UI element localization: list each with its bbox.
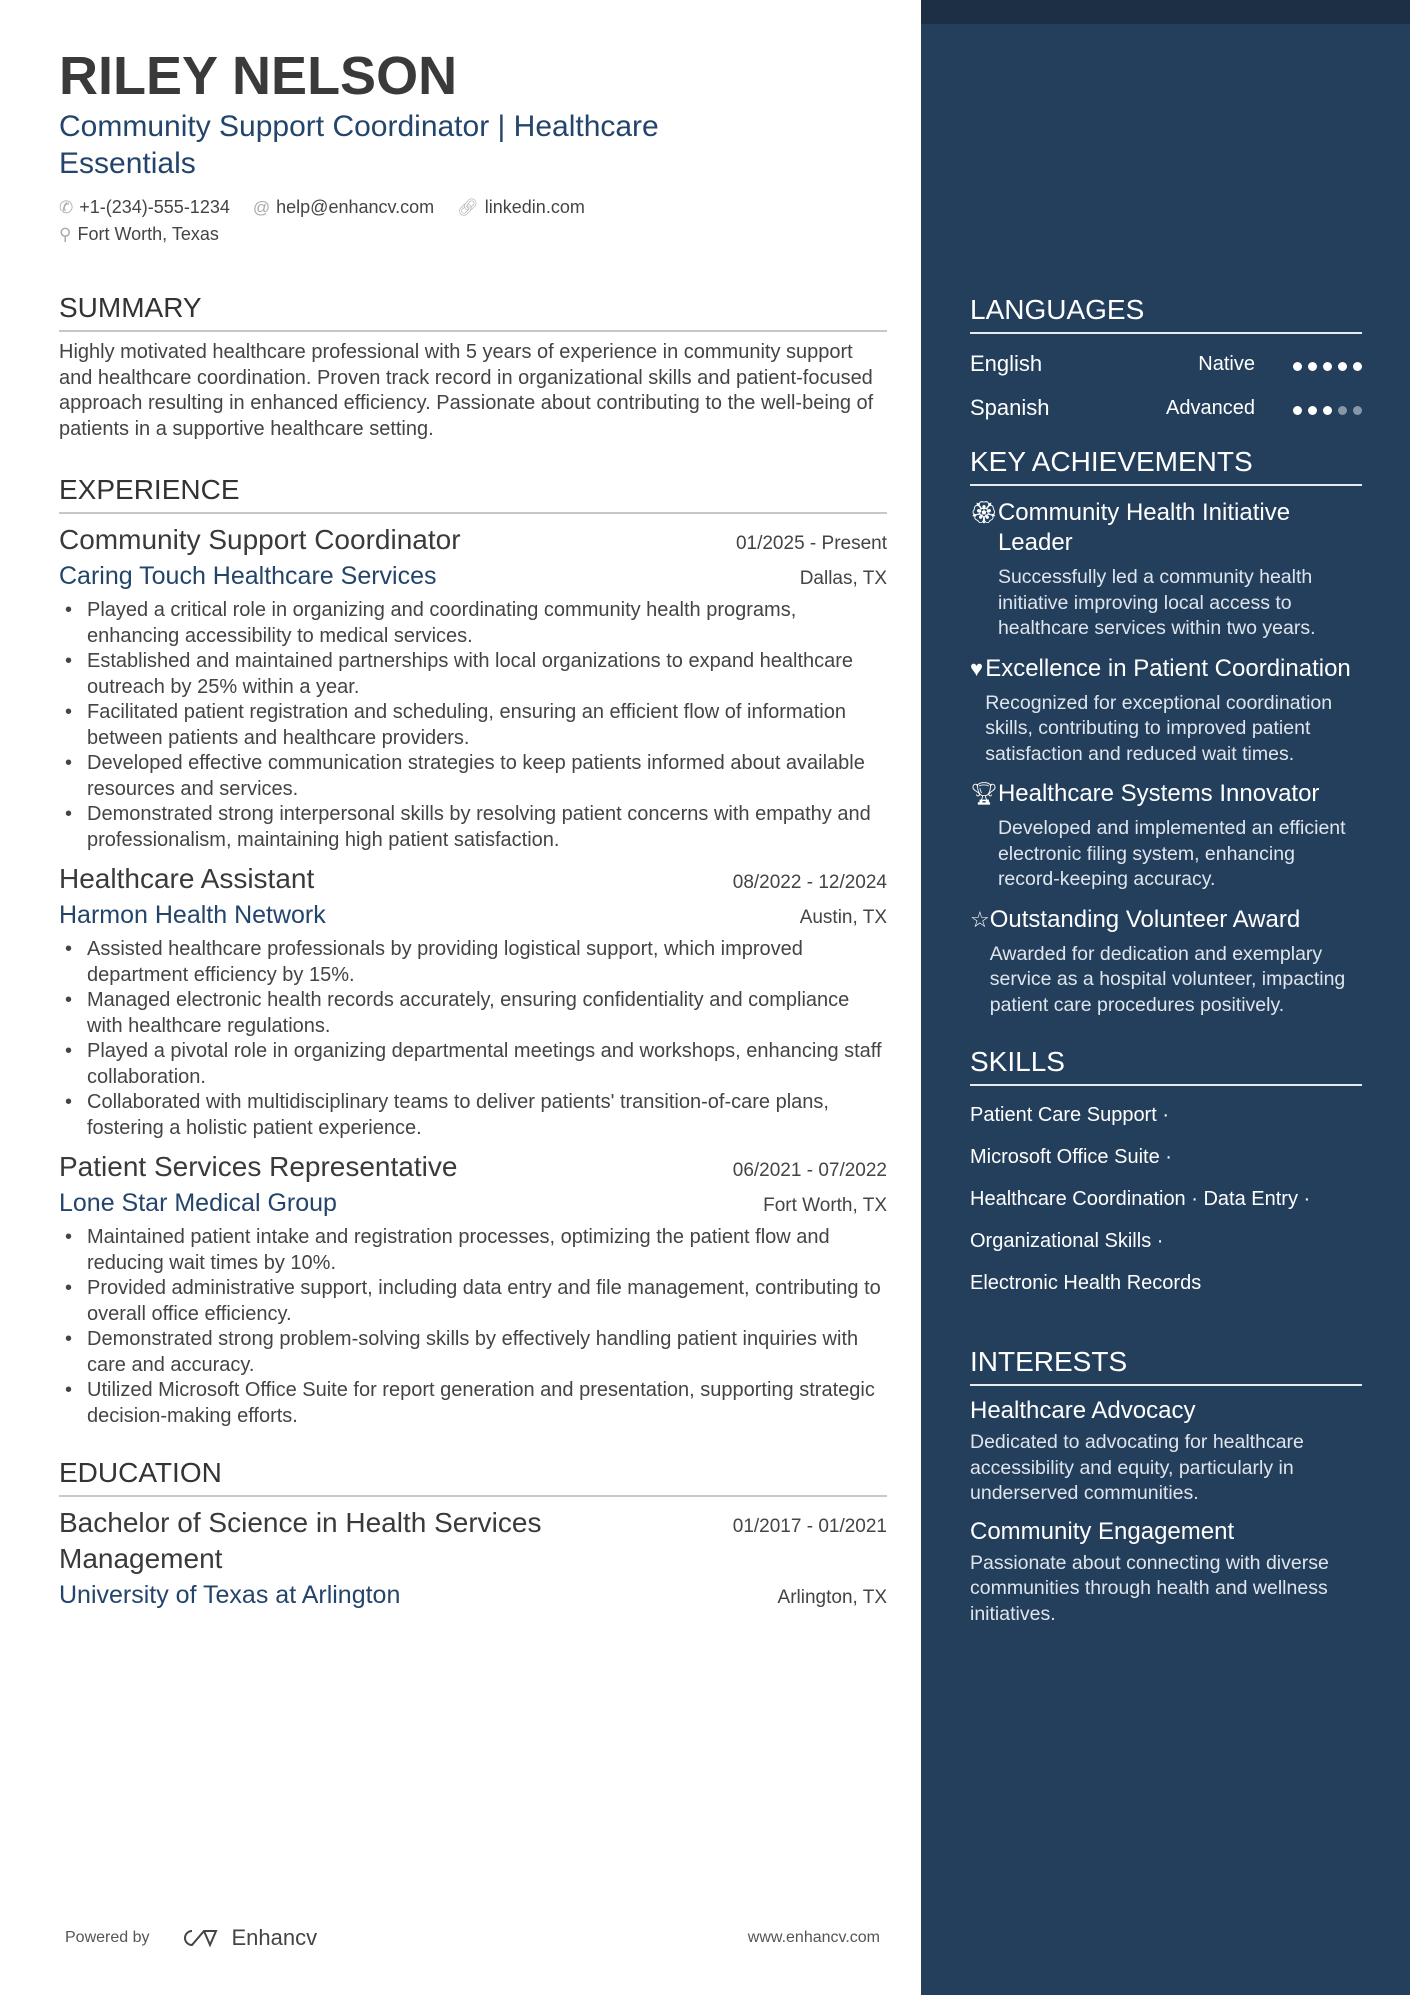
achievement-title: Community Health Initiative Leader bbox=[997, 499, 1291, 556]
job-dates: 08/2022 - 12/2024 bbox=[732, 872, 887, 893]
job-company-row bbox=[59, 897, 887, 933]
bullet-item: • Demonstrated strong problem-solving skills by effectively handling patient inquiries with care and accuracy. bbox=[59, 1327, 887, 1378]
education-dates: 01/2017 - 01/2021 bbox=[732, 1516, 887, 1537]
dot bbox=[1308, 362, 1317, 371]
achievement-body bbox=[985, 654, 1362, 768]
contact-info bbox=[59, 194, 887, 248]
job-bullets bbox=[59, 598, 887, 853]
sidebar-top-strip bbox=[921, 0, 1410, 24]
job-title: Community Support Coordinator bbox=[59, 524, 461, 555]
achievement-desc: Successfully led a community health initiative improving local access to healthcare services within two years. bbox=[997, 566, 1316, 639]
achievement-item bbox=[970, 905, 1362, 1019]
interests-heading: INTERESTS bbox=[970, 1344, 1362, 1386]
skill-item: Patient Care Support · bbox=[970, 1104, 1169, 1126]
skills-section bbox=[970, 1044, 1362, 1304]
job-company-row bbox=[59, 558, 887, 594]
bullet-item: • Managed electronic health records accurately, ensuring confidentiality and compliance with healthcare regulations. bbox=[59, 988, 887, 1039]
bullet-item: • Utilized Microsoft Office Suite for report generation and presentation, supporting strategic decision-making efforts. bbox=[59, 1378, 887, 1429]
dot bbox=[1338, 362, 1347, 371]
achievement-item bbox=[970, 498, 1362, 642]
company-name: Caring Touch Healthcare Services bbox=[59, 562, 437, 590]
achievement-title: Outstanding Volunteer Award bbox=[989, 905, 1301, 933]
dot bbox=[1308, 406, 1317, 415]
at-icon: @ bbox=[252, 198, 271, 217]
skill-item: Electronic Health Records bbox=[970, 1272, 1202, 1294]
star-icon: ☆ bbox=[970, 906, 990, 932]
candidate-name: RILEY NELSON bbox=[59, 46, 458, 106]
skills-heading: SKILLS bbox=[970, 1044, 1362, 1086]
job-dates: 06/2021 - 07/2022 bbox=[732, 1160, 887, 1181]
education-section bbox=[59, 1455, 887, 1613]
enhancv-logo: Enhancv bbox=[178, 1925, 318, 1951]
main-column bbox=[59, 0, 887, 1613]
degree: Bachelor of Science in Health Services Management bbox=[59, 1507, 542, 1574]
heart-icon: ♥ bbox=[970, 655, 984, 681]
link-icon: 🔗︎ bbox=[457, 198, 479, 217]
enhancv-logo-icon bbox=[178, 1926, 224, 1950]
achievement-body bbox=[998, 779, 1362, 893]
job-company-row bbox=[59, 1185, 887, 1221]
achievement-body bbox=[998, 498, 1362, 642]
job-title: Patient Services Representative bbox=[59, 1151, 458, 1182]
bullet-item: • Facilitated patient registration and scheduling, ensuring an efficient flow of information between patients and healthcare providers. bbox=[59, 700, 887, 751]
location: Fort Worth, Texas bbox=[77, 224, 219, 244]
bullet-item: • Assisted healthcare professionals by providing logistical support, which improved department efficiency by 15%. bbox=[59, 937, 887, 988]
bullet-item: • Provided administrative support, including data entry and file management, contributing to overall office efficiency. bbox=[59, 1276, 887, 1327]
dot bbox=[1323, 406, 1332, 415]
interest-title: Community Engagement bbox=[970, 1517, 1235, 1545]
phone-icon: ✆ bbox=[59, 198, 74, 217]
skill-item: Healthcare Coordination · Data Entry · bbox=[970, 1188, 1311, 1210]
experience-section bbox=[59, 472, 887, 1429]
languages-section bbox=[970, 292, 1362, 430]
language-item bbox=[970, 386, 1362, 430]
phone: +1-(234)-555-1234 bbox=[79, 197, 230, 217]
dot bbox=[1293, 406, 1302, 415]
company-name: Lone Star Medical Group bbox=[59, 1189, 337, 1217]
education-heading: EDUCATION bbox=[59, 1455, 887, 1497]
job-header bbox=[59, 1149, 887, 1185]
job-entry bbox=[59, 522, 887, 853]
summary-text: Highly motivated healthcare professional with 5 years of experience in community support and healthcare coordination. Proven track record in organizational skills and patient-focused approach resulting in enhanced efficiency. Passionate about contributing to the well-being of patients in a supportive healthcare setting. bbox=[59, 341, 874, 440]
language-item bbox=[970, 342, 1362, 386]
bullet-item: • Collaborated with multidisciplinary teams to deliver patients' transition-of-care plans, fostering a holistic patient experience. bbox=[59, 1090, 887, 1141]
job-header bbox=[59, 861, 887, 897]
language-level: Advanced bbox=[1166, 397, 1255, 419]
education-location: Arlington, TX bbox=[777, 1587, 887, 1608]
interest-desc: Passionate about connecting with diverse communities through health and wellness initiatives. bbox=[970, 1551, 1329, 1625]
job-bullets bbox=[59, 937, 887, 1141]
proficiency-dots bbox=[1287, 386, 1362, 430]
footer bbox=[65, 1925, 880, 1951]
bullet-item: • Played a pivotal role in organizing departmental meetings and workshops, enhancing staff collaboration. bbox=[59, 1039, 887, 1090]
interests-section bbox=[970, 1344, 1362, 1627]
dot bbox=[1353, 406, 1362, 415]
location-pin-icon: ⚲ bbox=[59, 225, 72, 244]
achievement-desc: Awarded for dedication and exemplary service as a hospital volunteer, impacting patient care procedures positively. bbox=[989, 942, 1346, 1016]
award-icon: 🏵︎ bbox=[970, 500, 998, 525]
achievement-title: Healthcare Systems Innovator bbox=[997, 780, 1320, 807]
job-location: Austin, TX bbox=[799, 907, 887, 928]
proficiency-dots bbox=[1287, 342, 1362, 386]
bullet-item: • Developed effective communication strategies to keep patients informed about available resources and services. bbox=[59, 751, 887, 802]
language-name: English bbox=[970, 351, 1043, 376]
achievement-title: Excellence in Patient Coordination bbox=[985, 654, 1351, 682]
achievements-heading: KEY ACHIEVEMENTS bbox=[970, 444, 1362, 486]
dot bbox=[1293, 362, 1302, 371]
language-level: Native bbox=[1198, 353, 1255, 375]
bullet-item: • Established and maintained partnerships with local organizations to expand healthcare outreach by 25% within a year. bbox=[59, 649, 887, 700]
dot bbox=[1338, 406, 1347, 415]
job-location: Fort Worth, TX bbox=[763, 1195, 887, 1216]
achievement-desc: Developed and implemented an efficient electronic filing system, enhancing record-keeping accuracy. bbox=[997, 817, 1346, 890]
achievement-item bbox=[970, 654, 1362, 768]
job-dates: 01/2025 - Present bbox=[735, 533, 887, 554]
interest-title: Healthcare Advocacy bbox=[970, 1397, 1196, 1424]
language-name: Spanish bbox=[970, 395, 1050, 420]
interest-desc: Dedicated to advocating for healthcare accessibility and equity, particularly in underserved communities. bbox=[970, 1431, 1304, 1504]
dot bbox=[1353, 362, 1362, 371]
achievement-item bbox=[970, 779, 1362, 893]
job-title: Healthcare Assistant bbox=[59, 863, 315, 894]
experience-heading: EXPERIENCE bbox=[59, 472, 887, 514]
bullet-item: • Maintained patient intake and registration processes, optimizing the patient flow and reducing wait times by 10%. bbox=[59, 1225, 887, 1276]
sidebar bbox=[921, 0, 1410, 1995]
job-bullets bbox=[59, 1225, 887, 1429]
achievement-desc: Recognized for exceptional coordination skills, contributing to improved patient satisfaction and reduced wait times. bbox=[985, 691, 1333, 765]
summary-heading: SUMMARY bbox=[59, 290, 887, 332]
powered-by: Powered by bbox=[65, 1929, 150, 1946]
school: University of Texas at Arlington bbox=[59, 1581, 401, 1609]
company-name: Harmon Health Network bbox=[59, 901, 326, 929]
job-entry bbox=[59, 861, 887, 1141]
footer-url[interactable]: www.enhancv.com bbox=[747, 1929, 880, 1946]
job-location: Dallas, TX bbox=[799, 568, 887, 589]
linkedin-link[interactable]: linkedin.com bbox=[484, 197, 585, 217]
summary-section bbox=[59, 290, 887, 442]
achievements-section bbox=[970, 444, 1362, 1018]
candidate-title: Community Support Coordinator | Healthcare Essentials bbox=[59, 110, 659, 180]
dot bbox=[1323, 362, 1332, 371]
job-entry bbox=[59, 1149, 887, 1429]
achievement-body bbox=[990, 905, 1362, 1019]
trophy-icon: 🏆︎ bbox=[970, 781, 998, 806]
bullet-item: • Demonstrated strong interpersonal skills by resolving patient concerns with empathy and professionalism, maintaining high patient satisfaction. bbox=[59, 802, 887, 853]
job-header bbox=[59, 522, 887, 558]
email-link[interactable]: help@enhancv.com bbox=[276, 197, 435, 217]
skill-item: Organizational Skills · bbox=[970, 1230, 1164, 1252]
languages-heading: LANGUAGES bbox=[970, 292, 1362, 334]
bullet-item: • Played a critical role in organizing and coordinating community health programs, enhancing accessibility to medical services. bbox=[59, 598, 887, 649]
skill-item: Microsoft Office Suite · bbox=[970, 1146, 1172, 1168]
